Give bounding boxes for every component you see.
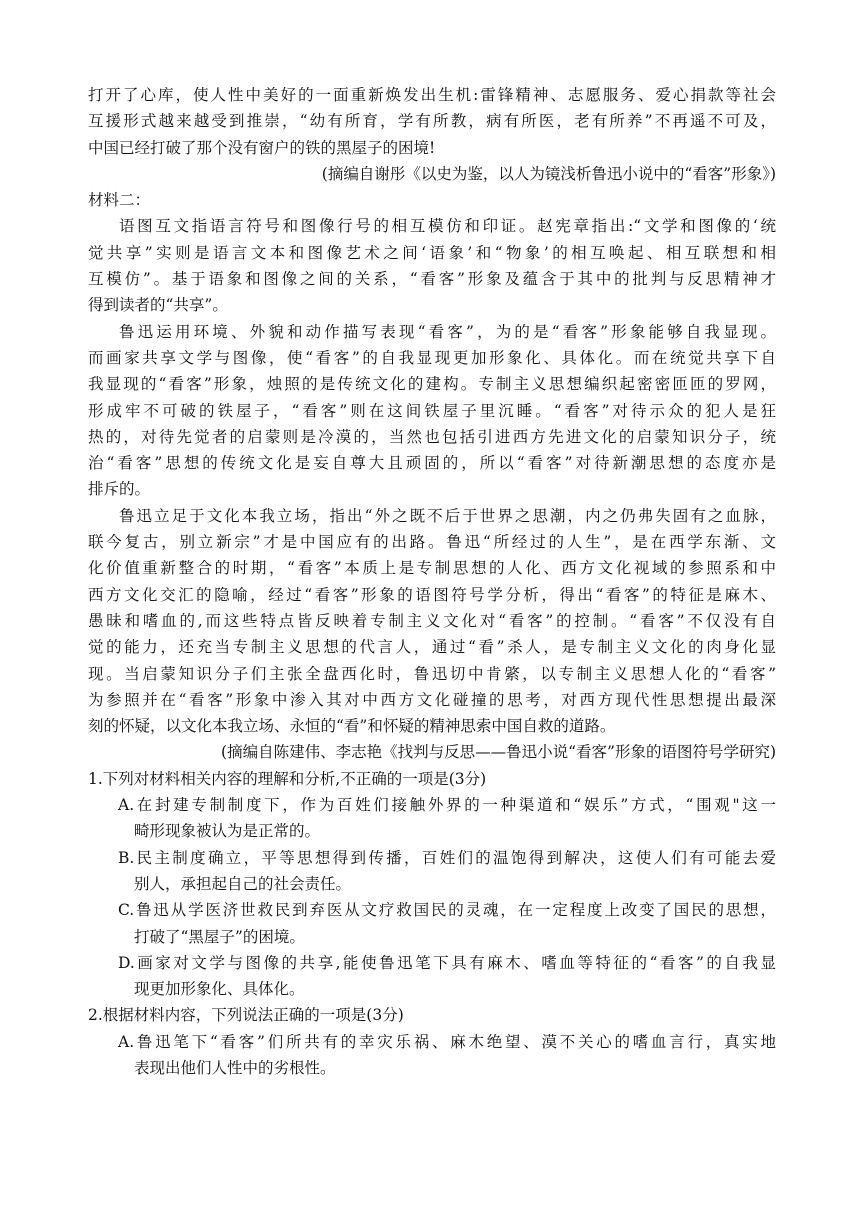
text-line: 现更加形象化、具体化。 — [134, 980, 305, 999]
text-line: 互援形式越来越受到推崇，“幼有所育，学有所教，病有所医，老有所养”不再遥不可及， — [88, 112, 776, 131]
text-line: 治“看客”思想的传统文化是妄自尊大且顽固的，所以“看客”对待新潮思想的态度亦是 — [88, 454, 776, 473]
text-line: 我显现的“看客”形象，烛照的是传统文化的建构。专制主义思想编织起密密匝匝的罗网， — [88, 375, 776, 394]
text-line: 西方文化交汇的隐喻，经过“看客”形象的语图符号学分析，得出“看客”的特征是麻木、 — [88, 585, 776, 604]
text-line: 得到读者的“共享”。 — [88, 296, 228, 315]
text-line: 别人，承担起自己的社会责任。 — [134, 874, 352, 893]
text-line: 语图互文指语言符号和图像行号的相互模仿和印证。赵宪章指出:“文学和图像的‘统 — [119, 217, 776, 236]
text-line: 形成牢不可破的铁屋子，“看客”则在这间铁屋子里沉睡。“看客”对待示众的犯人是狂 — [88, 401, 776, 420]
text-line: 热的，对待先觉者的启蒙则是冷漠的，当然也包括引进西方先进文化的启蒙知识分子，统 — [88, 427, 776, 446]
text-line: B.民主制度确立，平等思想得到传播，百姓们的温饱得到解决，这使人们有可能去爱 — [118, 848, 776, 867]
text-line: 现。当启蒙知识分子们主张全盘西化时，鲁迅切中肯綮，以专制主义思想人化的“看客” — [88, 664, 776, 683]
text-line: 畸形现象被认为是正常的。 — [134, 822, 321, 841]
text-line: 愚昧和嗜血的,而这些特点皆反映着专制主义文化对“看客”的控制。“看客”不仅没有自 — [88, 611, 776, 630]
text-line: 互模仿”。基于语象和图像之间的关系，“看客”形象及蕴含于其中的批判与反思精神才 — [88, 270, 776, 289]
text-line: 鲁迅立足于文化本我立场，指出“外之既不后于世界之思潮，内之仍弗失固有之血脉， — [119, 506, 776, 525]
text-line: 刻的怀疑，以文化本我立场、永恒的“看”和怀疑的精神思索中国自救的道路。 — [88, 717, 616, 736]
text-line: 觉共享”实则是语言文本和图像艺术之间‘语象’和“物象’的相互唤起、相互联想和相 — [88, 243, 776, 262]
text-line: C.鲁迅从学医济世救民到弃医从文疗救国民的灵魂，在一定程度上改变了国民的思想， — [118, 901, 776, 920]
text-line: 而画家共享文学与图像，使“看客”的自我显现更加形象化、具体化。而在统觉共享下自 — [88, 348, 776, 367]
text-line: 打破了“黑屋子”的困境。 — [134, 927, 305, 946]
text-line: 为参照并在“看客”形象中渗入其对中西方文化碰撞的思考，对西方现代性思想提出最深 — [88, 690, 776, 709]
text-line: 中国已经打破了那个没有窗户的铁的黑屋子的困境! — [88, 138, 436, 157]
text-line: 化价值重新整合的时期，“看客”本质上是专制思想的人化、西方文化视域的参照系和中 — [88, 559, 776, 578]
text-line: 1.下列对材料相关内容的理解和分析,不正确的一项是(3分) — [88, 769, 487, 788]
text-line: 鲁迅运用环境、外貌和动作描写表现“看客”，为的是“看客”形象能够自我显现。 — [119, 322, 776, 341]
text-line: 联今复古，别立新宗”才是中国应有的出路。鲁迅“所经过的人生”，是在西学东渐、文 — [88, 533, 776, 552]
text-line: D.画家对文学与图像的共享,能使鲁迅笔下具有麻木、嗜血等特征的“看客”的自我显 — [118, 953, 776, 972]
text-line: 打开了心库，使人性中美好的一面重新焕发出生机:雷锋精神、志愿服务、爱心捐款等社会 — [88, 86, 776, 104]
text-line: 2.根据材料内容，下列说法正确的一项是(3分) — [88, 1006, 404, 1025]
text-line: A.鲁迅笔下“看客”们所共有的幸灾乐祸、麻木绝望、漠不关心的嗜血言行，真实地 — [118, 1032, 776, 1051]
text-line: 觉的能力，还充当专制主义思想的代言人，通过“看”杀人，是专制主义文化的肉身化显 — [88, 638, 776, 657]
text-line: 排斥的。 — [88, 480, 151, 499]
text-line: 材料二： — [88, 191, 151, 210]
text-line: (摘编自谢彤《以史为鉴，以人为镜浅析鲁迅小说中的“看客”形象》) — [321, 164, 776, 183]
text-line: A.在封建专制制度下，作为百姓们接触外界的一种渠道和“娱乐”方式，“围观"这一 — [118, 796, 776, 815]
text-line: (摘编自陈建伟、李志艳《找判与反思——鲁迅小说“看客”形象的语图符号学研究) — [221, 743, 776, 762]
text-column — [88, 82, 776, 1081]
text-line: 表现出他们人性中的劣根性。 — [134, 1058, 336, 1077]
